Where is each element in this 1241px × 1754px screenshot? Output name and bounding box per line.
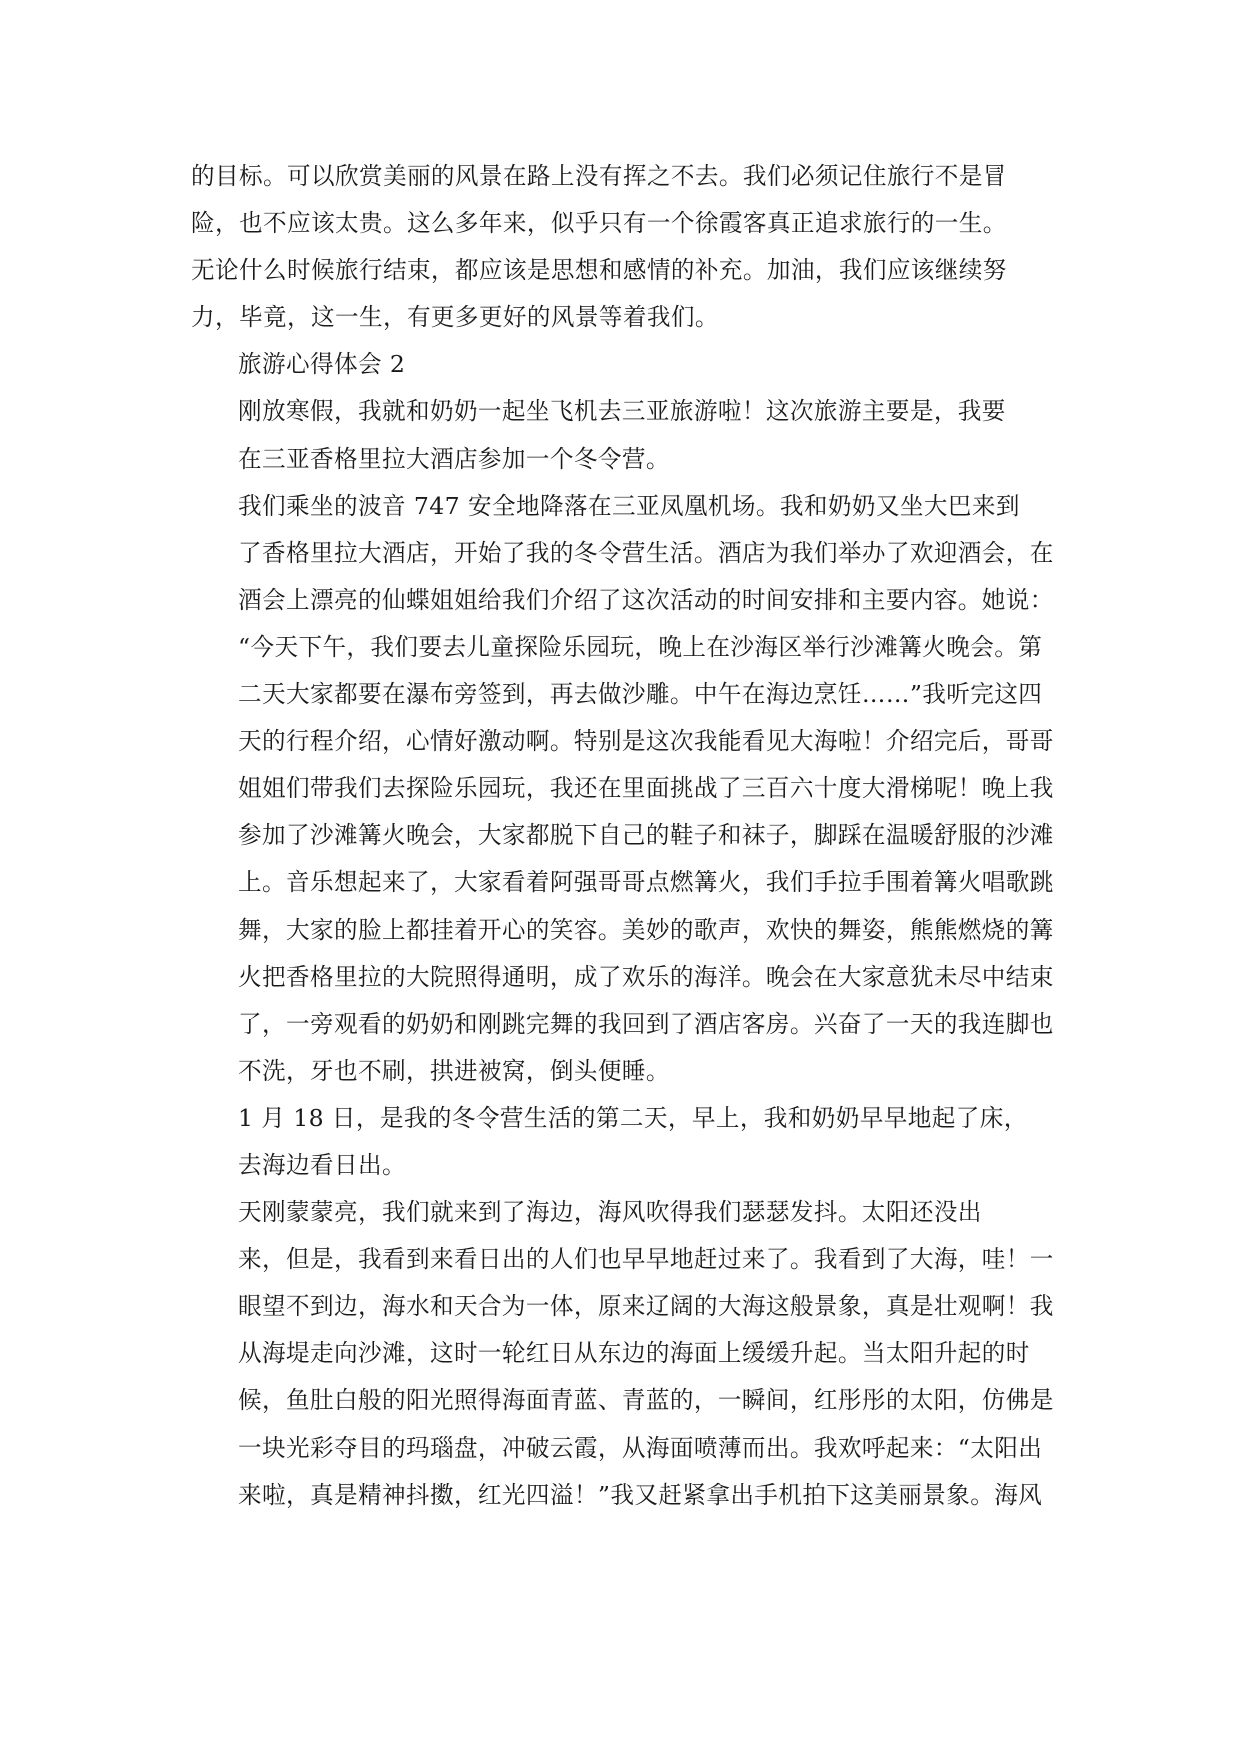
text-line: 的目标。可以欣赏美丽的风景在路上没有挥之不去。我们必须记住旅行不是冒 xyxy=(191,162,1007,190)
text-line: 我们乘坐的波音 747 安全地降落在三亚凤凰机场。我和奶奶又坐大巴来到 xyxy=(238,491,1020,520)
text-line: 险，也不应该太贵。这么多年来，似乎只有一个徐霞客真正追求旅行的一生。 xyxy=(191,209,1007,238)
text-line: 参加了沙滩篝火晚会，大家都脱下自己的鞋子和袜子，脚踩在温暖舒服的沙滩 xyxy=(238,821,1054,850)
text-line: 了，一旁观看的奶奶和刚跳完舞的我回到了酒店客房。兴奋了一天的我连脚也 xyxy=(238,1009,1054,1038)
text-line: 刚放寒假，我就和奶奶一起坐飞机去三亚旅游啦！这次旅游主要是，我要 xyxy=(238,397,1006,426)
text-line: 一块光彩夺目的玛瑙盘，冲破云霞，从海面喷薄而出。我欢呼起来：“太阳出 xyxy=(238,1433,1043,1462)
text-line: 不洗，牙也不刷，拱进被窝，倒头便睡。 xyxy=(238,1056,670,1085)
text-line: 舞，大家的脸上都挂着开心的笑容。美妙的歌声，欢快的舞姿，熊熊燃烧的篝 xyxy=(238,915,1054,944)
paragraph-sunrise xyxy=(191,1189,1054,1519)
text-line: 天刚蒙蒙亮，我们就来到了海边，海风吹得我们瑟瑟发抖。太阳还没出 xyxy=(238,1198,982,1227)
paragraph-intro xyxy=(191,388,1051,482)
text-line: 来啦，真是精神抖擞，红光四溢！”我又赶紧拿出手机拍下这美丽景象。海风 xyxy=(238,1480,1043,1509)
text-line: 天的行程介绍，心情好激动啊。特别是这次我能看见大海啦！介绍完后，哥哥 xyxy=(238,727,1054,756)
text-line: 1 月 18 日，是我的冬令营生活的第二天，早上，我和奶奶早早地起了床， xyxy=(238,1103,1028,1132)
text-line: 姐姐们带我们去探险乐园玩，我还在里面挑战了三百六十度大滑梯呢！晚上我 xyxy=(238,774,1054,803)
text-line: 来，但是，我看到来看日出的人们也早早地赶过来了。我看到了大海，哇！一 xyxy=(238,1245,1054,1274)
text-line: “今天下午，我们要去儿童探险乐园玩，晚上在沙海区举行沙滩篝火晚会。第 xyxy=(238,632,1043,661)
text-line: 候，鱼肚白般的阳光照得海面青蓝、青蓝的，一瞬间，红彤彤的太阳，仿佛是 xyxy=(238,1386,1054,1415)
paragraph-second-day xyxy=(191,1095,1051,1189)
heading-line: 旅游心得体会 2 xyxy=(238,350,406,379)
text-line: 力，毕竟，这一生，有更多更好的风景等着我们。 xyxy=(191,303,719,332)
paragraph-arrival xyxy=(191,483,1054,1095)
document-body xyxy=(191,153,1054,1519)
text-line: 了香格里拉大酒店，开始了我的冬令营生活。酒店为我们举办了欢迎酒会，在 xyxy=(238,538,1054,567)
text-line: 在三亚香格里拉大酒店参加一个冬令营。 xyxy=(238,444,670,473)
text-line: 火把香格里拉的大院照得通明，成了欢乐的海洋。晚会在大家意犹未尽中结束 xyxy=(238,962,1054,991)
text-line: 二天大家都要在瀑布旁签到，再去做沙雕。中午在海边烹饪……”我听完这四 xyxy=(238,680,1043,709)
text-line: 从海堤走向沙滩，这时一轮红日从东边的海面上缓缓升起。当太阳升起的时 xyxy=(238,1339,1030,1368)
text-line: 眼望不到边，海水和天合为一体，原来辽阔的大海这般景象，真是壮观啊！我 xyxy=(238,1292,1054,1321)
text-line: 去海边看日出。 xyxy=(238,1150,406,1179)
paragraph-continuation xyxy=(191,153,1051,341)
text-line: 无论什么时候旅行结束，都应该是思想和感情的补充。加油，我们应该继续努 xyxy=(191,256,1007,285)
text-line: 酒会上漂亮的仙蝶姐姐给我们介绍了这次活动的时间安排和主要内容。她说： xyxy=(238,585,1054,614)
section-heading xyxy=(191,341,1051,388)
text-line: 上。音乐想起来了，大家看着阿强哥哥点燃篝火，我们手拉手围着篝火唱歌跳 xyxy=(238,868,1054,897)
